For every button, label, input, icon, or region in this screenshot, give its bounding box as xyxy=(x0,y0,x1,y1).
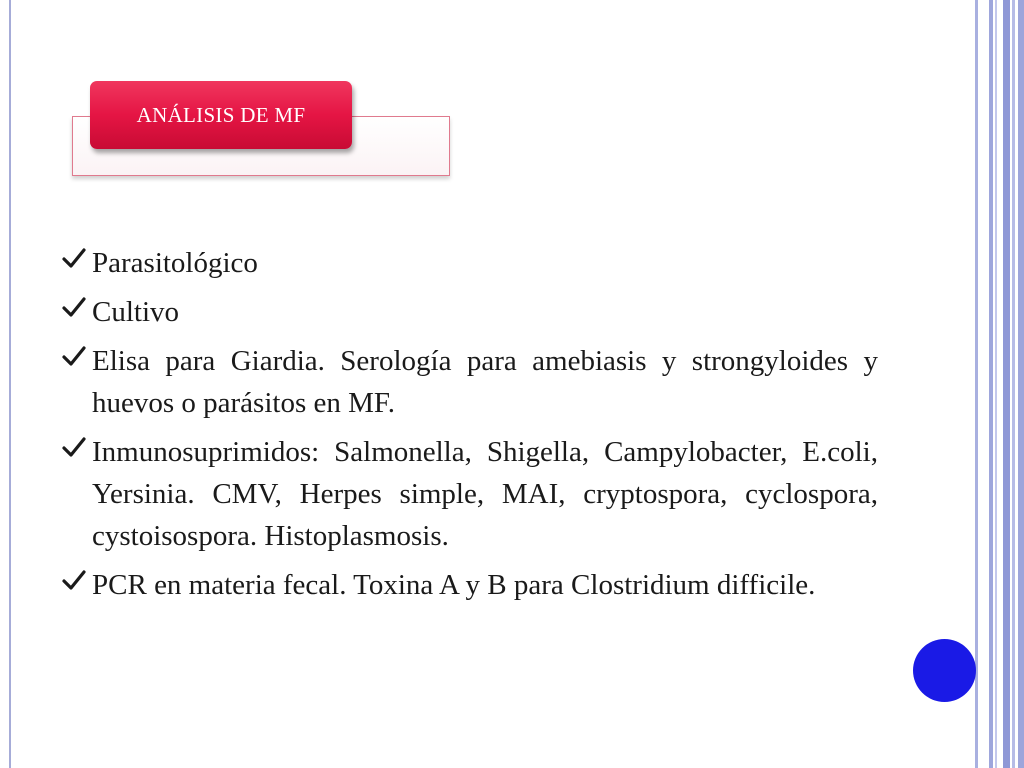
stripe xyxy=(1003,0,1010,768)
checkmark-icon xyxy=(61,294,87,320)
slide-title: ANÁLISIS DE MF xyxy=(136,102,306,127)
checkmark-icon xyxy=(61,434,87,460)
stripe xyxy=(989,0,993,768)
bullet-item xyxy=(60,564,878,606)
stripe xyxy=(1012,0,1015,768)
bullet-text: Cultivo xyxy=(92,296,180,328)
checkmark-icon xyxy=(61,245,87,271)
slide-title-tab xyxy=(90,81,352,149)
bullet-item xyxy=(60,340,878,424)
bullet-item xyxy=(60,242,878,284)
bullet-text: Inmunosuprimidos: Salmonella, Shigella, Campylobacter, E.coli, Yersinia. CMV, Herpes simple, MAI, cryptospora, cyclospora, cystoisospora. Histoplasmosis. xyxy=(92,436,878,552)
right-decorative-stripes xyxy=(975,0,1024,768)
accent-dot xyxy=(913,639,976,702)
bullet-text: Elisa para Giardia. Serología para amebiasis y strongyloides y huevos o parásitos en MF. xyxy=(92,345,878,419)
checkmark-icon xyxy=(61,567,87,593)
stripe xyxy=(975,0,978,768)
stripe xyxy=(1018,0,1024,768)
bullet-list xyxy=(60,242,878,613)
checkmark-icon xyxy=(61,343,87,369)
stripe xyxy=(995,0,997,768)
left-decorative-rule xyxy=(9,0,11,768)
bullet-text: PCR en materia fecal. Toxina A y B para Clostridium difficile. xyxy=(92,569,816,601)
bullet-text: Parasitológico xyxy=(92,247,258,279)
bullet-item xyxy=(60,431,878,557)
bullet-item xyxy=(60,291,878,333)
